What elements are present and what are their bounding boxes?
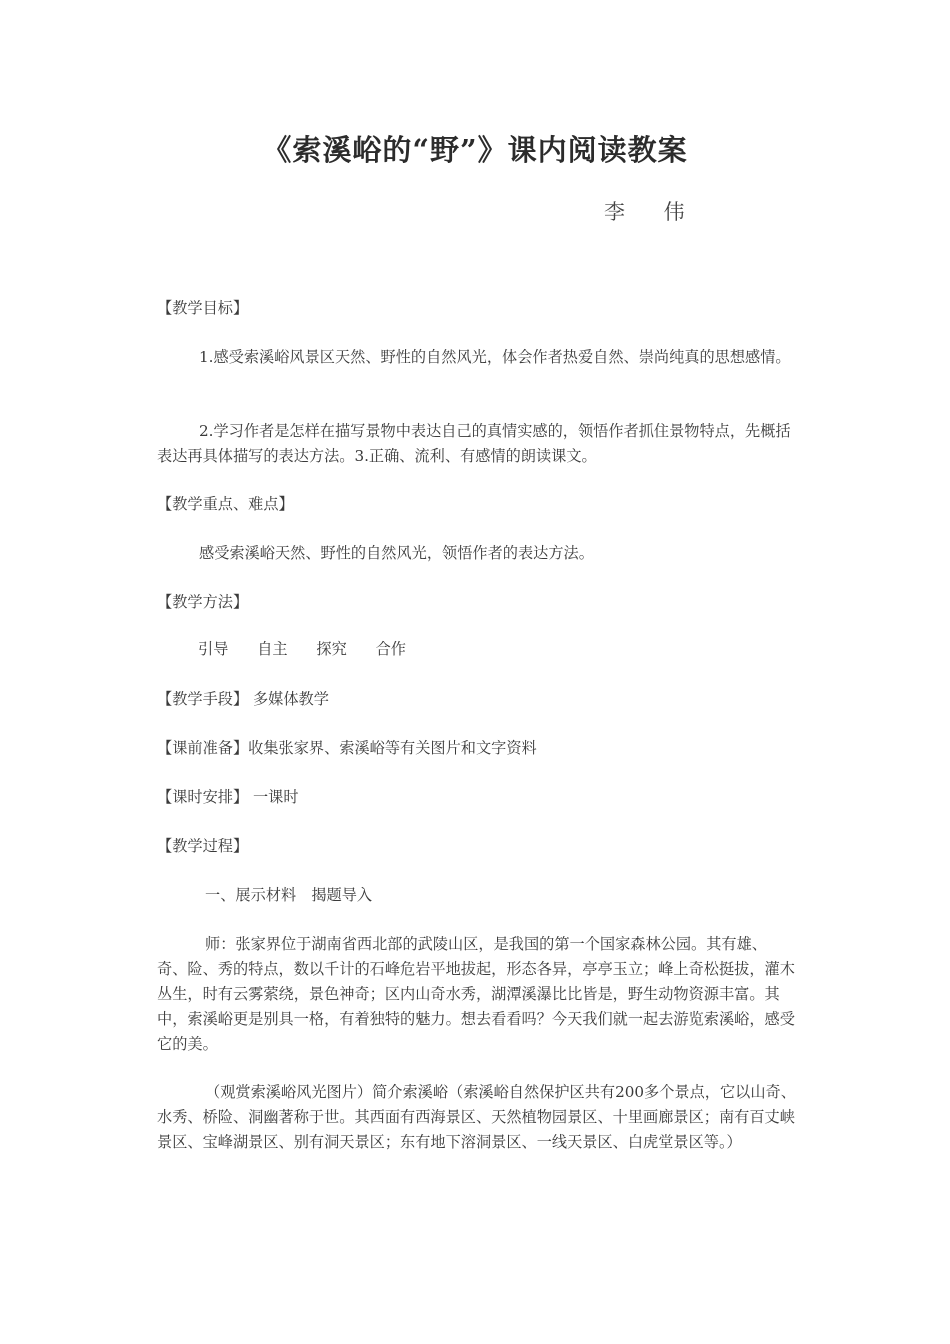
process-heading: 【教学过程】 (157, 837, 249, 855)
goal-1: 1.感受索溪峪风景区天然、野性的自然风光，体会作者热爱自然、崇尚纯真的思想感情。 (199, 348, 791, 366)
method-item: 自主 (257, 640, 288, 658)
method-heading: 【教学方法】 (157, 593, 249, 611)
method-item: 引导 (198, 640, 229, 658)
step-1-heading: 一、展示材料 揭题导入 (205, 886, 373, 904)
goals-heading: 【教学目标】 (157, 299, 249, 317)
teaching-means: 【教学手段】 多媒体教学 (157, 690, 329, 708)
method-item: 合作 (375, 640, 406, 658)
schedule: 【课时安排】 一课时 (157, 788, 299, 806)
author-name: 李 伟 (604, 200, 701, 224)
intro-paragraph: （观赏索溪峪风光图片）简介索溪峪（索溪峪自然保护区共有200多个景点，它以山奇、水秀、桥险、洞幽著称于世。其西面有西海景区、天然植物园景区、十里画廊景区；南有百丈峡景区、宝峰湖景区、别有洞天景区；东有地下溶洞景区、一线天景区、白虎堂景区等。） (157, 1083, 796, 1151)
document-title: 《索溪峪的“野”》课内阅读教案 (262, 133, 688, 167)
method-item: 探究 (316, 640, 347, 658)
key-points-heading: 【教学重点、难点】 (157, 495, 294, 513)
teacher-paragraph: 师：张家界位于湖南省西北部的武陵山区，是我国的第一个国家森林公园。其有雄、奇、险、秀的特点，数以千计的石峰危岩平地拔起，形态各异，亭亭玉立；峰上奇松挺拔，灌木丛生，时有云雾萦绕，景色神奇；区内山奇水秀，湖潭溪瀑比比皆是，野生动物资源丰富。其中，索溪峪更是别具一格，有着独特的魅力。想去看看吗？今天我们就一起去游览索溪峪，感受它的美。 (157, 935, 795, 1053)
preparation: 【课前准备】收集张家界、索溪峪等有关图片和文字资料 (157, 739, 537, 757)
goal-2: 2.学习作者是怎样在描写景物中表达自己的真情实感的，领悟作者抓住景物特点，先概括表达再具体描写的表达方法。3.正确、流利、有感情的朗读课文。 (157, 422, 791, 465)
method-list (198, 638, 430, 659)
key-points-text: 感受索溪峪天然、野性的自然风光，领悟作者的表达方法。 (199, 544, 594, 562)
